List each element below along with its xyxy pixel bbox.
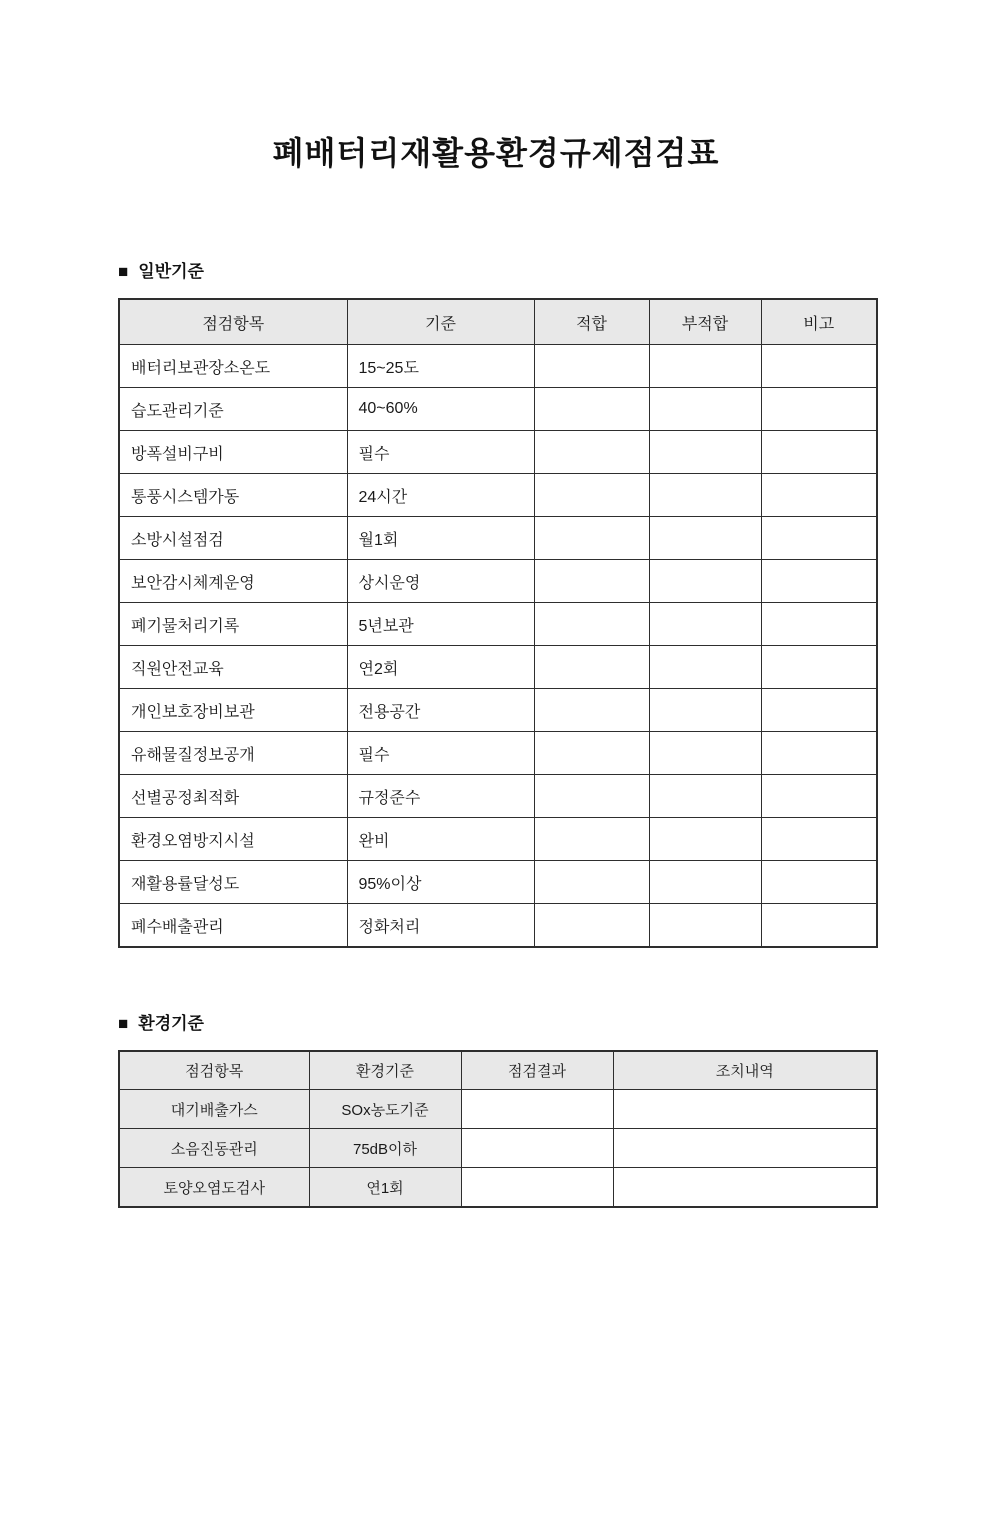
environment-standards-table — [118, 1050, 878, 1208]
pass-cell — [534, 474, 649, 517]
pass-cell — [534, 603, 649, 646]
standard-cell: 15~25도 — [347, 345, 534, 388]
table-row — [119, 1129, 877, 1168]
table-header-row — [119, 1051, 877, 1090]
table-row — [119, 474, 877, 517]
header-cell-note: 비고 — [761, 299, 877, 345]
fail-cell — [649, 560, 761, 603]
item-cell: 방폭설비구비 — [119, 431, 347, 474]
fail-cell — [649, 646, 761, 689]
section-title-environment: 환경기준 — [138, 1014, 204, 1033]
pass-cell — [534, 431, 649, 474]
table-row — [119, 689, 877, 732]
header-cell-env-standard: 환경기준 — [309, 1051, 461, 1090]
table-row — [119, 431, 877, 474]
standard-cell: 완비 — [347, 818, 534, 861]
standard-cell: 5년보관 — [347, 603, 534, 646]
standard-cell: 연1회 — [309, 1168, 461, 1208]
item-cell: 통풍시스템가동 — [119, 474, 347, 517]
section-bullet-icon: ■ — [118, 262, 129, 281]
pass-cell — [534, 345, 649, 388]
item-cell: 대기배출가스 — [119, 1090, 309, 1129]
item-cell: 개인보호장비보관 — [119, 689, 347, 732]
pass-cell — [534, 646, 649, 689]
header-cell-standard: 기준 — [347, 299, 534, 345]
standard-cell: 연2회 — [347, 646, 534, 689]
result-cell — [461, 1129, 613, 1168]
note-cell — [761, 646, 877, 689]
note-cell — [761, 904, 877, 948]
result-cell — [461, 1168, 613, 1208]
table-row — [119, 388, 877, 431]
item-cell: 선별공정최적화 — [119, 775, 347, 818]
fail-cell — [649, 904, 761, 948]
standard-cell: 24시간 — [347, 474, 534, 517]
item-cell: 습도관리기준 — [119, 388, 347, 431]
fail-cell — [649, 689, 761, 732]
fail-cell — [649, 345, 761, 388]
item-cell: 환경오염방지시설 — [119, 818, 347, 861]
section-heading-general — [118, 260, 992, 284]
item-cell: 폐수배출관리 — [119, 904, 347, 948]
standard-cell: 75dB이하 — [309, 1129, 461, 1168]
action-cell — [613, 1168, 877, 1208]
note-cell — [761, 818, 877, 861]
section-title-general: 일반기준 — [138, 262, 204, 281]
standard-cell: 필수 — [347, 431, 534, 474]
header-cell-item: 점검항목 — [119, 1051, 309, 1090]
standard-cell: 40~60% — [347, 388, 534, 431]
note-cell — [761, 431, 877, 474]
standard-cell: 전용공간 — [347, 689, 534, 732]
table-row — [119, 1168, 877, 1208]
header-cell-action: 조치내역 — [613, 1051, 877, 1090]
item-cell: 토양오염도검사 — [119, 1168, 309, 1208]
fail-cell — [649, 818, 761, 861]
table-row — [119, 345, 877, 388]
item-cell: 폐기물처리기록 — [119, 603, 347, 646]
standard-cell: 규정준수 — [347, 775, 534, 818]
header-cell-fail: 부적합 — [649, 299, 761, 345]
pass-cell — [534, 560, 649, 603]
fail-cell — [649, 775, 761, 818]
fail-cell — [649, 732, 761, 775]
pass-cell — [534, 818, 649, 861]
note-cell — [761, 861, 877, 904]
table-row — [119, 904, 877, 948]
general-standards-table — [118, 298, 878, 948]
header-cell-pass: 적합 — [534, 299, 649, 345]
note-cell — [761, 345, 877, 388]
fail-cell — [649, 431, 761, 474]
standard-cell: 월1회 — [347, 517, 534, 560]
note-cell — [761, 775, 877, 818]
item-cell: 재활용률달성도 — [119, 861, 347, 904]
pass-cell — [534, 517, 649, 560]
table-row — [119, 1090, 877, 1129]
header-cell-result: 점검결과 — [461, 1051, 613, 1090]
standard-cell: 정화처리 — [347, 904, 534, 948]
fail-cell — [649, 517, 761, 560]
action-cell — [613, 1129, 877, 1168]
standard-cell: 필수 — [347, 732, 534, 775]
table-row — [119, 646, 877, 689]
section-bullet-icon: ■ — [118, 1014, 129, 1033]
fail-cell — [649, 474, 761, 517]
pass-cell — [534, 689, 649, 732]
table-row — [119, 818, 877, 861]
pass-cell — [534, 732, 649, 775]
note-cell — [761, 474, 877, 517]
standard-cell: 95%이상 — [347, 861, 534, 904]
table-row — [119, 517, 877, 560]
fail-cell — [649, 388, 761, 431]
item-cell: 소음진동관리 — [119, 1129, 309, 1168]
pass-cell — [534, 861, 649, 904]
item-cell: 소방시설점검 — [119, 517, 347, 560]
header-cell-item: 점검항목 — [119, 299, 347, 345]
fail-cell — [649, 603, 761, 646]
note-cell — [761, 603, 877, 646]
note-cell — [761, 689, 877, 732]
table-header-row — [119, 299, 877, 345]
item-cell: 보안감시체계운영 — [119, 560, 347, 603]
pass-cell — [534, 904, 649, 948]
standard-cell: 상시운영 — [347, 560, 534, 603]
pass-cell — [534, 775, 649, 818]
fail-cell — [649, 861, 761, 904]
note-cell — [761, 517, 877, 560]
pass-cell — [534, 388, 649, 431]
table-row — [119, 775, 877, 818]
item-cell: 직원안전교육 — [119, 646, 347, 689]
action-cell — [613, 1090, 877, 1129]
result-cell — [461, 1090, 613, 1129]
table-row — [119, 861, 877, 904]
table-row — [119, 560, 877, 603]
item-cell: 유해물질정보공개 — [119, 732, 347, 775]
note-cell — [761, 560, 877, 603]
section-heading-environment — [118, 1012, 992, 1036]
standard-cell: SOx농도기준 — [309, 1090, 461, 1129]
page-title: 폐배터리재활용환경규제점검표 — [272, 135, 720, 171]
table-row — [119, 732, 877, 775]
table-row — [119, 603, 877, 646]
note-cell — [761, 388, 877, 431]
item-cell: 배터리보관장소온도 — [119, 345, 347, 388]
note-cell — [761, 732, 877, 775]
